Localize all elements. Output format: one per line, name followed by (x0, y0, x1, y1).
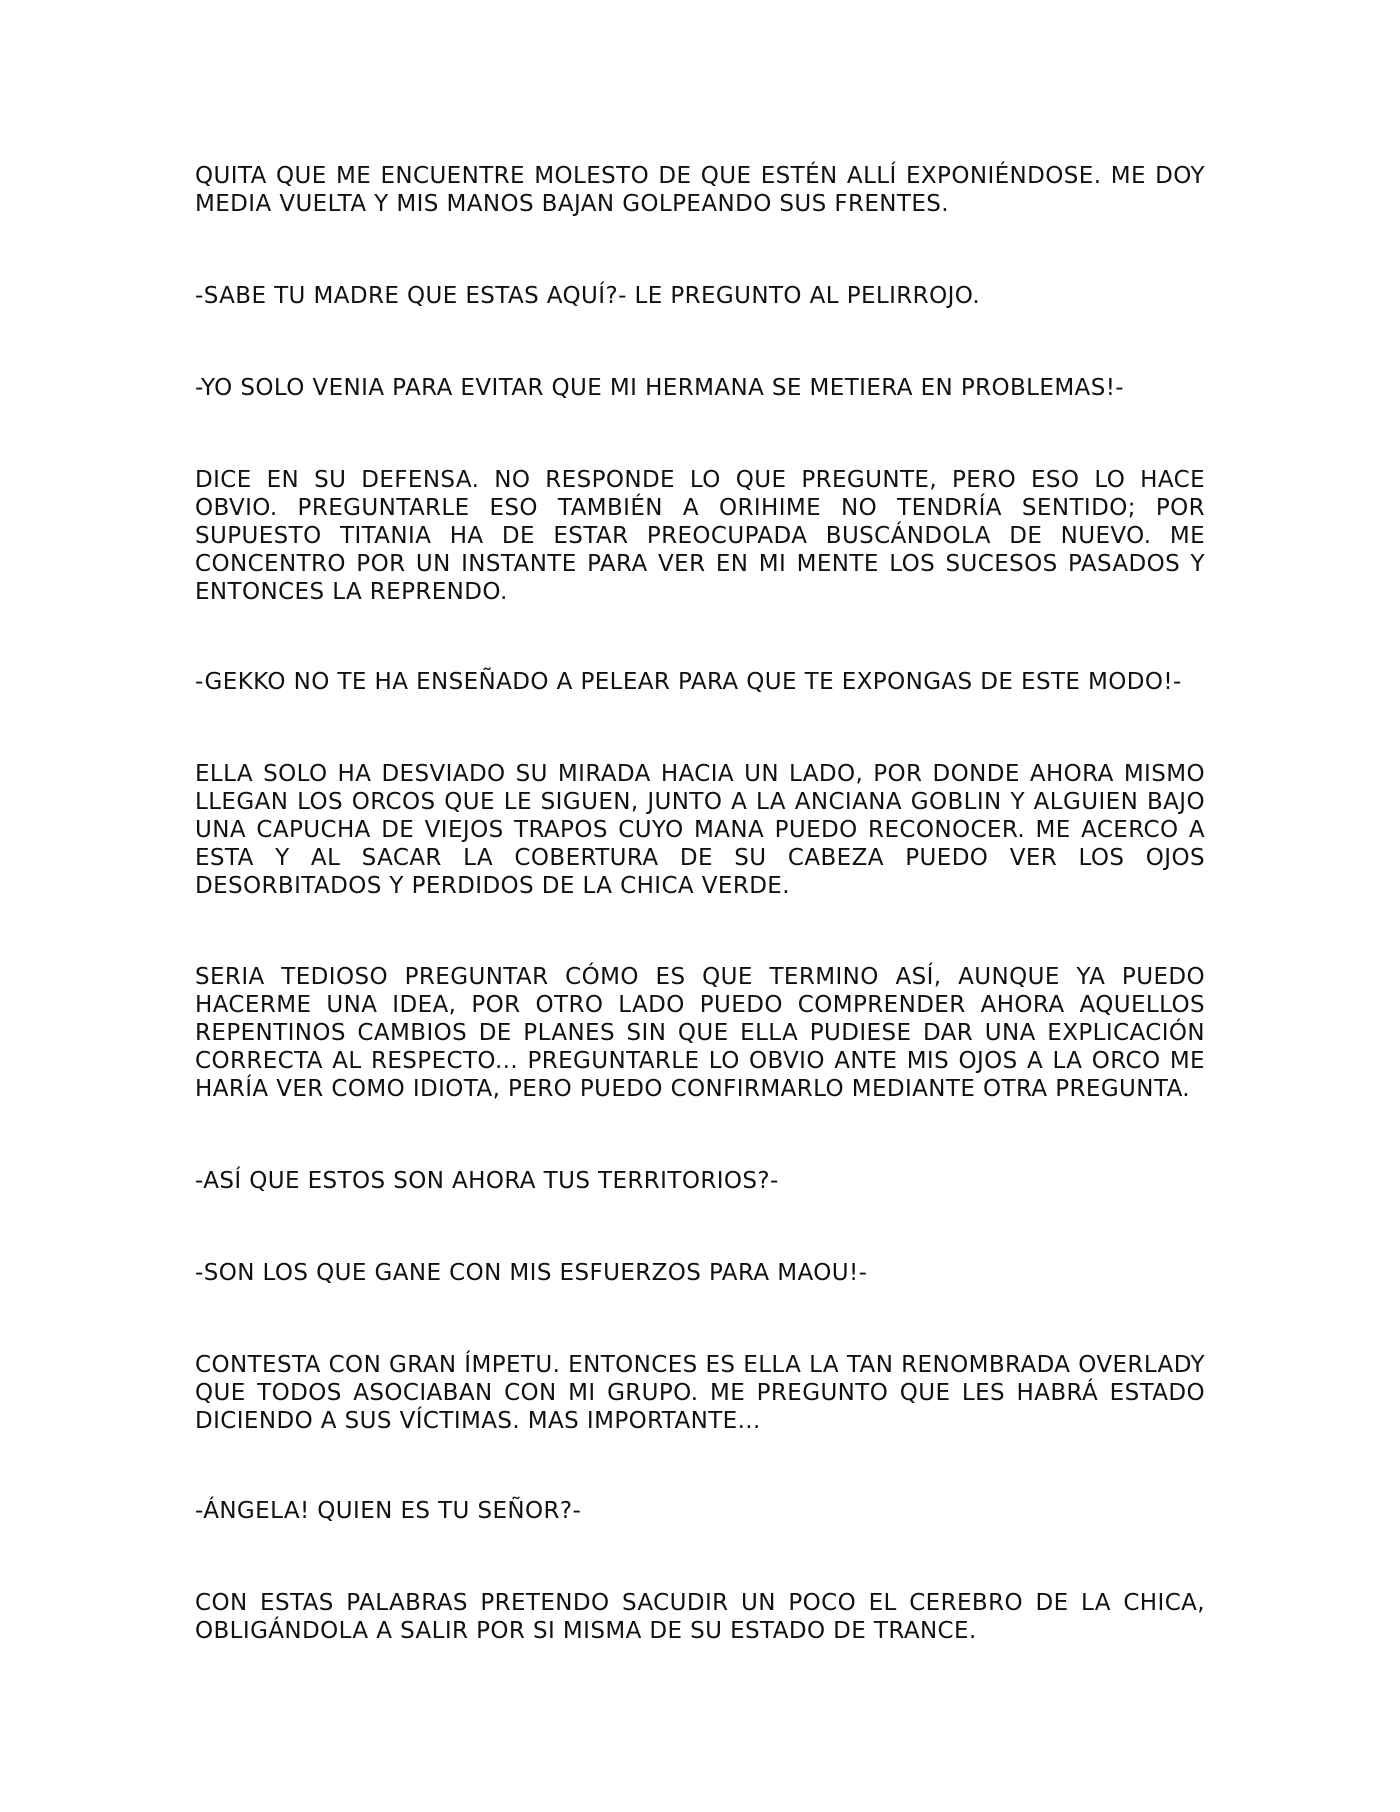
paragraph-dialogue-3: -GEKKO NO TE HA ENSEÑADO A PELEAR PARA QUE TE EXPONGAS DE ESTE MODO!- (195, 669, 1182, 695)
paragraph-dialogue-5: -SON LOS QUE GANE CON MIS ESFUERZOS PARA MAOU!- (195, 1260, 868, 1286)
paragraph-narration-4: SERIA TEDIOSO PREGUNTAR CÓMO ES QUE TERMINO ASÍ, AUNQUE YA PUEDO HACERME UNA IDEA, POR OTRO LADO PUEDO COMPRENDER AHORA AQUELLOS REPENTINOS CAMBIOS DE PLANES SIN QUE ELLA PUDIESE DAR UNA EXPLICACIÓN CORRECTA AL RESPECTO... PREGUNTARLE LO OBVIO ANTE MIS OJOS A LA ORCO ME HARÍA VER COMO IDIOTA, PERO PUEDO CONFIRMARLO MEDIANTE OTRA PREGUNTA. (195, 964, 1205, 1102)
paragraph-dialogue-6: -ÁNGELA! QUIEN ES TU SEÑOR?- (195, 1498, 582, 1524)
paragraph-narration-2: DICE EN SU DEFENSA. NO RESPONDE LO QUE PREGUNTE, PERO ESO LO HACE OBVIO. PREGUNTARLE ESO TAMBIÉN A ORIHIME NO TENDRÍA SENTIDO; POR SUPUESTO TITANIA HA DE ESTAR PREOCUPADA BUSCÁNDOLA DE NUEVO. ME CONCENTRO POR UN INSTANTE PARA VER EN MI MENTE LOS SUCESOS PASADOS Y ENTONCES LA REPRENDO. (195, 467, 1205, 605)
paragraph-narration-3: ELLA SOLO HA DESVIADO SU MIRADA HACIA UN LADO, POR DONDE AHORA MISMO LLEGAN LOS ORCOS QUE LE SIGUEN, JUNTO A LA ANCIANA GOBLIN Y ALGUIEN BAJO UNA CAPUCHA DE VIEJOS TRAPOS CUYO MANA PUEDO RECONOCER. ME ACERCO A ESTA Y AL SACAR LA COBERTURA DE SU CABEZA PUEDO VER LOS OJOS DESORBITADOS Y PERDIDOS DE LA CHICA VERDE. (195, 761, 1205, 899)
paragraph-narration-6: CON ESTAS PALABRAS PRETENDO SACUDIR UN POCO EL CEREBRO DE LA CHICA, OBLIGÁNDOLA A SALIR POR SI MISMA DE SU ESTADO DE TRANCE. (195, 1590, 1205, 1644)
paragraph-dialogue-4: -ASÍ QUE ESTOS SON AHORA TUS TERRITORIOS?- (195, 1168, 779, 1194)
paragraph-narration-1: QUITA QUE ME ENCUENTRE MOLESTO DE QUE ESTÉN ALLÍ EXPONIÉNDOSE. ME DOY MEDIA VUELTA Y MIS MANOS BAJAN GOLPEANDO SUS FRENTES. (195, 163, 1205, 217)
paragraph-narration-5: CONTESTA CON GRAN ÍMPETU. ENTONCES ES ELLA LA TAN RENOMBRADA OVERLADY QUE TODOS ASOCIABAN CON MI GRUPO. ME PREGUNTO QUE LES HABRÁ ESTADO DICIENDO A SUS VÍCTIMAS. MAS IMPORTANTE... (195, 1352, 1205, 1434)
paragraph-dialogue-2: -YO SOLO VENIA PARA EVITAR QUE MI HERMANA SE METIERA EN PROBLEMAS!- (195, 375, 1125, 401)
paragraph-dialogue-1: -SABE TU MADRE QUE ESTAS AQUÍ?- LE PREGUNTO AL PELIRROJO. (195, 283, 981, 309)
